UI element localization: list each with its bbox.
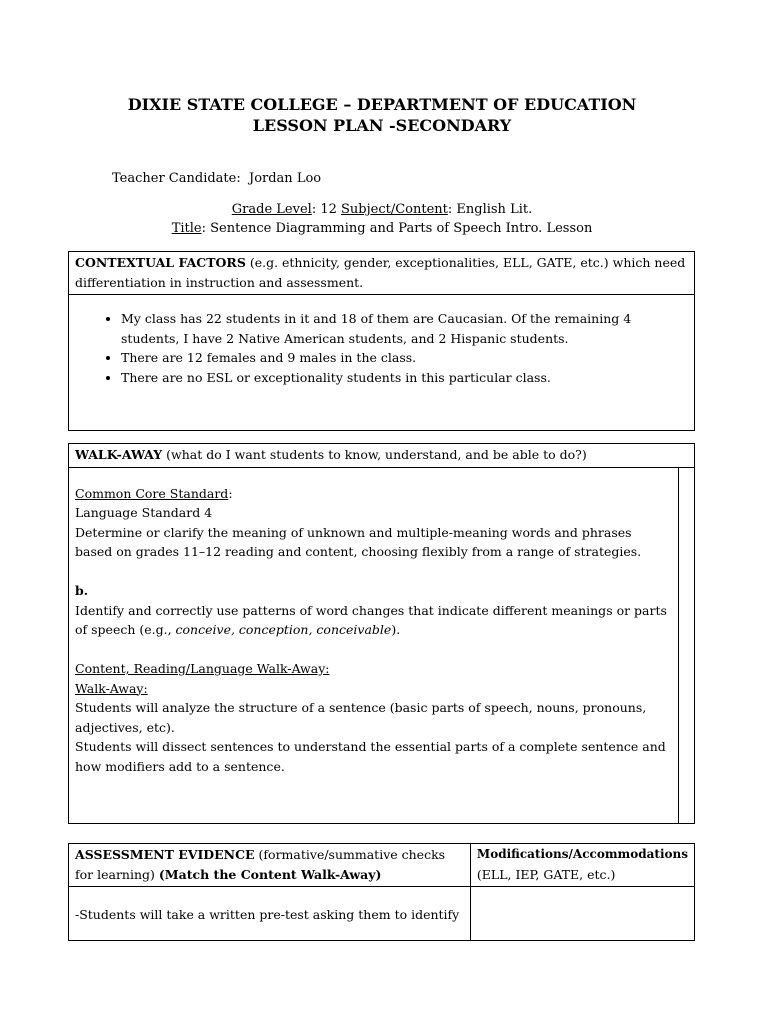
assessment-evidence-note: (formative/summative checks for learning): [75, 847, 446, 882]
teacher-candidate: [112, 169, 321, 189]
lesson-title-label: Title: [171, 220, 202, 236]
lesson-meta: [68, 201, 696, 238]
standard-b-text: [75, 601, 672, 640]
contextual-factors-list: [75, 309, 688, 387]
assessment-evidence-header: [69, 844, 471, 887]
walk-away-statement-1: Students will analyze the structure of a sentence (basic parts of speech, nouns, pronouns, adjectives, etc).: [75, 700, 647, 735]
contextual-factors-heading: CONTEXTUAL FACTORS: [75, 255, 246, 270]
modifications-heading: Modifications/Accommodations: [476, 847, 688, 861]
contextual-factors-table: [68, 251, 695, 431]
contextual-factors-note: (e.g. ethnicity, gender, exceptionalities, ELL, GATE, etc.) which need differentiation in instruction and assessment.: [75, 255, 686, 290]
standard-b-text-end: ).: [391, 622, 401, 637]
lesson-title-line: [68, 220, 696, 239]
list-item: • There are no ESL or exceptionality students in this particular class.: [121, 368, 688, 388]
standard-text: Determine or clarify the meaning of unknown and multiple-meaning words and phrases based on grades 11–12 reading and content, choosing flexibly from a range of strategies.: [75, 524, 642, 559]
walk-away-heading: WALK-AWAY: [75, 447, 163, 462]
contextual-factors-header: [69, 252, 695, 295]
common-core-colon: :: [228, 485, 233, 501]
content-walk-away-label: Content, Reading/Language Walk-Away:: [75, 661, 330, 676]
modifications-row-1: [470, 887, 694, 941]
walk-away-body: [69, 467, 679, 823]
lesson-title-value: : Sentence Diagramming and Parts of Speech Intro. Lesson: [201, 220, 593, 236]
candidate-label: Teacher Candidate:: [112, 171, 241, 186]
walk-away-label: Walk-Away:: [75, 680, 148, 696]
grade-level-value: : 12: [311, 202, 341, 217]
common-core-line: [75, 484, 672, 504]
list-item: • My class has 22 students in it and 18 of them are Caucasian. Of the remaining 4 students, I have 2 Native American students, and 2 Hispanic students.: [121, 309, 688, 348]
walk-away-table: [68, 443, 695, 824]
subject-value: : English Lit.: [447, 202, 533, 217]
assessment-evidence-heading: ASSESSMENT EVIDENCE: [75, 847, 255, 862]
grade-level-label: Grade Level: [231, 202, 312, 217]
walk-away-header: [69, 444, 695, 468]
document-title: [68, 94, 696, 136]
walk-away-note: (what do I want students to know, understand, and be able to do?): [162, 447, 587, 462]
title-line-1: DIXIE STATE COLLEGE – DEPARTMENT OF EDUCATION: [127, 95, 637, 114]
subject-label: Subject/Content: [341, 202, 448, 217]
standard-b-examples: conceive, conception, conceivable: [175, 622, 392, 637]
assessment-row-1: -Students will take a written pre-test asking them to identify: [69, 887, 471, 941]
common-core-label: Common Core Standard: [75, 485, 229, 501]
standard-b-label: b.: [75, 583, 89, 598]
assessment-match-note: (Match the Content Walk-Away): [158, 866, 382, 882]
title-line-2: LESSON PLAN -SECONDARY: [252, 116, 512, 135]
modifications-header: [470, 844, 694, 887]
grade-subject-line: [68, 201, 696, 220]
candidate-name: Jordan Loo: [248, 171, 322, 186]
standard-b-text-start: Identify and correctly use patterns of word changes that indicate different meanings or parts of speech (e.g.,: [75, 602, 667, 637]
walk-away-statement-2: Students will dissect sentences to understand the essential parts of a complete sentence and how modifiers add to a sentence.: [75, 739, 666, 774]
language-standard: Language Standard 4: [75, 505, 213, 520]
modifications-note: (ELL, IEP, GATE, etc.): [476, 866, 616, 882]
walk-away-side-column: [679, 467, 695, 823]
list-item: • There are 12 females and 9 males in the class.: [121, 348, 688, 368]
contextual-factors-body: [69, 295, 695, 431]
assessment-evidence-table: [68, 843, 695, 941]
